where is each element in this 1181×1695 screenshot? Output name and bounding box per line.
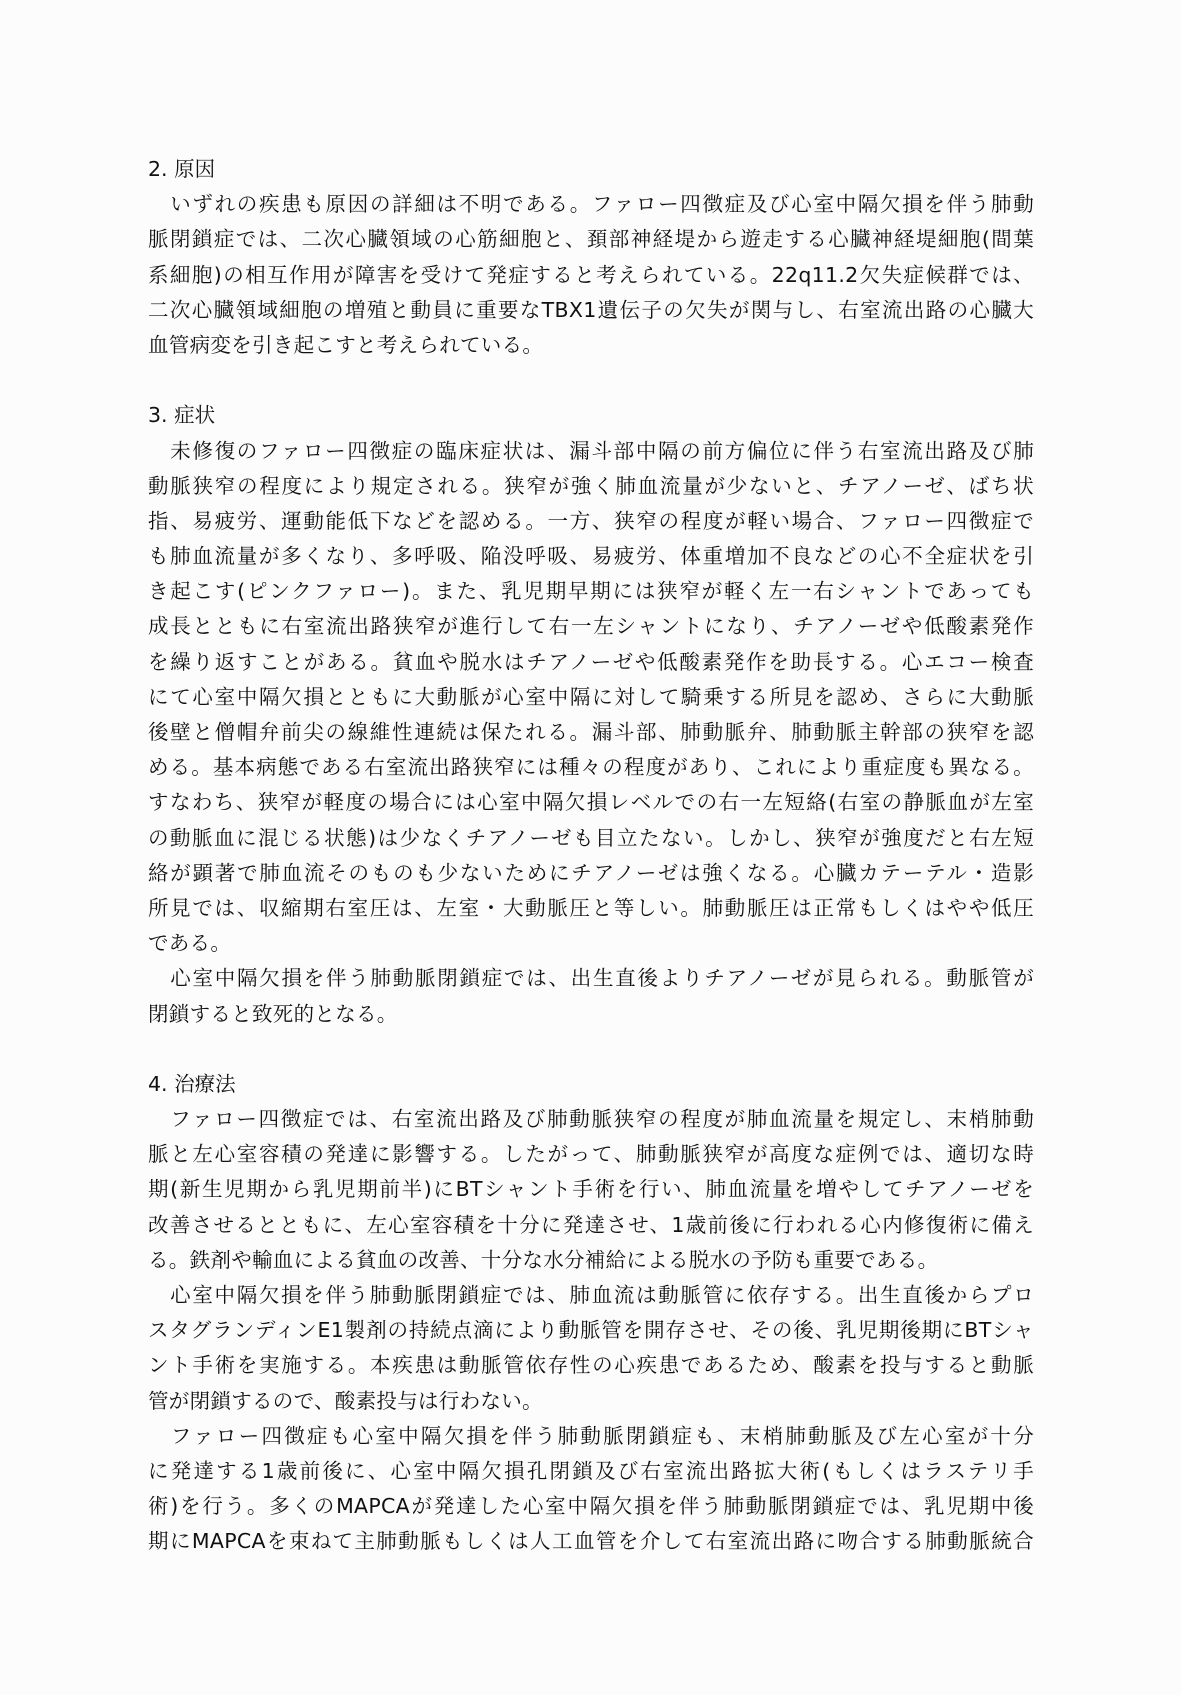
section-symptoms bbox=[148, 398, 1034, 1031]
text-line: 系細胞)の相互作用が障害を受けて発症すると考えられている。22q11.2欠失症候群では、 bbox=[148, 262, 1034, 287]
section-treatment bbox=[148, 1067, 1034, 1560]
paragraph bbox=[148, 1102, 1034, 1278]
text-line: 脈閉鎖症では、二次心臓領域の心筋細胞と、頚部神経堤から遊走する心臓神経堤細胞(間葉 bbox=[148, 227, 1034, 252]
paragraph bbox=[148, 187, 1034, 363]
text-line: 血管病変を引き起こすと考えられている。 bbox=[148, 332, 544, 357]
text-line: 後壁と僧帽弁前尖の線維性連続は保たれる。漏斗部、肺動脈弁、肺動脈主幹部の狭窄を認 bbox=[148, 720, 1034, 744]
text-line: 改善させるとともに、左心室容積を十分に発達させ、1歳前後に行われる心内修復術に備え bbox=[148, 1212, 1034, 1237]
text-line: 心室中隔欠損を伴う肺動脈閉鎖症では、肺血流は動脈管に依存する。出生直後からプロ bbox=[148, 1283, 1034, 1307]
text-line: める。基本病態である右室流出路狭窄には種々の程度があり、これにより重症度も異なる。 bbox=[148, 755, 1034, 780]
section-heading: 2. 原因 bbox=[148, 157, 216, 181]
paragraph bbox=[148, 1419, 1034, 1560]
text-line: 絡が顕著で肺血流そのものも少ないためにチアノーゼは強くなる。心臓カテーテル・造影 bbox=[148, 860, 1034, 885]
paragraph bbox=[148, 1278, 1034, 1419]
text-line: 動脈狭窄の程度により規定される。狭窄が強く肺血流量が少ないと、チアノーゼ、ばち状 bbox=[148, 473, 1034, 498]
text-line: 脈と左心室容積の発達に影響する。したがって、肺動脈狭窄が高度な症例では、適切な時 bbox=[148, 1142, 1034, 1167]
paragraph bbox=[148, 434, 1034, 962]
text-line: 所見では、収縮期右室圧は、左室・大動脈圧と等しい。肺動脈圧は正常もしくはやや低圧 bbox=[148, 895, 1034, 920]
text-line: ント手術を実施する。本疾患は動脈管依存性の心疾患であるため、酸素を投与すると動脈 bbox=[148, 1353, 1034, 1378]
text-line: 指、易疲労、運動能低下などを認める。一方、狭窄の程度が軽い場合、ファロー四徴症で bbox=[148, 508, 1034, 533]
text-line: 未修復のファロー四徴症の臨床症状は、漏斗部中隔の前方偏位に伴う右室流出路及び肺 bbox=[148, 438, 1034, 463]
text-line: き起こす(ピンクファロー)。また、乳児期早期には狭窄が軽く左一右シャントであっても bbox=[148, 579, 1034, 604]
spacer bbox=[148, 1032, 1034, 1067]
text-line: る。鉄剤や輸血による貧血の改善、十分な水分補給による脱水の予防も重要である。 bbox=[148, 1247, 939, 1272]
paragraph bbox=[148, 961, 1034, 1031]
text-line: 管が閉鎖するので、酸素投与は行わない。 bbox=[148, 1388, 543, 1413]
text-line: 成長とともに右室流出路狭窄が進行して右一左シャントになり、チアノーゼや低酸素発作 bbox=[148, 614, 1034, 639]
text-line: に発達する1歳前後に、心室中隔欠損孔閉鎖及び右室流出路拡大術(もしくはラステリ手 bbox=[148, 1458, 1034, 1483]
text-line: 術)を行う。多くのMAPCAが発達した心室中隔欠損を伴う肺動脈閉鎖症では、乳児期中後 bbox=[148, 1494, 1034, 1519]
text-line: 期(新生児期から乳児期前半)にBTシャント手術を行い、肺血流量を増やしてチアノーゼを bbox=[148, 1177, 1034, 1202]
section-cause bbox=[148, 152, 1034, 363]
section-heading: 3. 症状 bbox=[148, 403, 216, 428]
text-line: すなわち、狭窄が軽度の場合には心室中隔欠損レベルでの右一左短絡(右室の静脈血が左室 bbox=[148, 790, 1034, 815]
text-line: である。 bbox=[148, 931, 232, 956]
spacer bbox=[148, 363, 1034, 398]
text-line: 閉鎖すると致死的となる。 bbox=[148, 1001, 398, 1026]
text-line: ファロー四徴症も心室中隔欠損を伴う肺動脈閉鎖症も、末梢肺動脈及び左心室が十分 bbox=[148, 1423, 1034, 1448]
text-line: スタグランディンE1製剤の持続点滴により動脈管を開存させ、その後、乳児期後期にBTシャ bbox=[148, 1318, 1034, 1343]
text-line: 二次心臓領域細胞の増殖と動員に重要なTBX1遺伝子の欠失が関与し、右室流出路の心臓大 bbox=[148, 297, 1034, 322]
text-line: にて心室中隔欠損とともに大動脈が心室中隔に対して騎乗する所見を認め、さらに大動脈 bbox=[148, 684, 1034, 709]
section-heading: 4. 治療法 bbox=[148, 1071, 236, 1096]
text-line: ファロー四徴症では、右室流出路及び肺動脈狭窄の程度が肺血流量を規定し、末梢肺動 bbox=[148, 1107, 1034, 1132]
text-line: を繰り返すことがある。貧血や脱水はチアノーゼや低酸素発作を助長する。心エコー検査 bbox=[148, 649, 1034, 674]
document-page bbox=[148, 152, 1034, 1560]
text-line: いずれの疾患も原因の詳細は不明である。ファロー四徴症及び心室中隔欠損を伴う肺動 bbox=[148, 192, 1034, 217]
text-line: 心室中隔欠損を伴う肺動脈閉鎖症では、出生直後よりチアノーゼが見られる。動脈管が bbox=[148, 966, 1034, 991]
text-line: も肺血流量が多くなり、多呼吸、陥没呼吸、易疲労、体重増加不良などの心不全症状を引 bbox=[148, 544, 1034, 569]
text-line: の動脈血に混じる状態)は少なくチアノーゼも目立たない。しかし、狭窄が強度だと右左短 bbox=[148, 825, 1034, 850]
text-line: 期にMAPCAを束ねて主肺動脈もしくは人工血管を介して右室流出路に吻合する肺動脈統合 bbox=[148, 1529, 1034, 1554]
